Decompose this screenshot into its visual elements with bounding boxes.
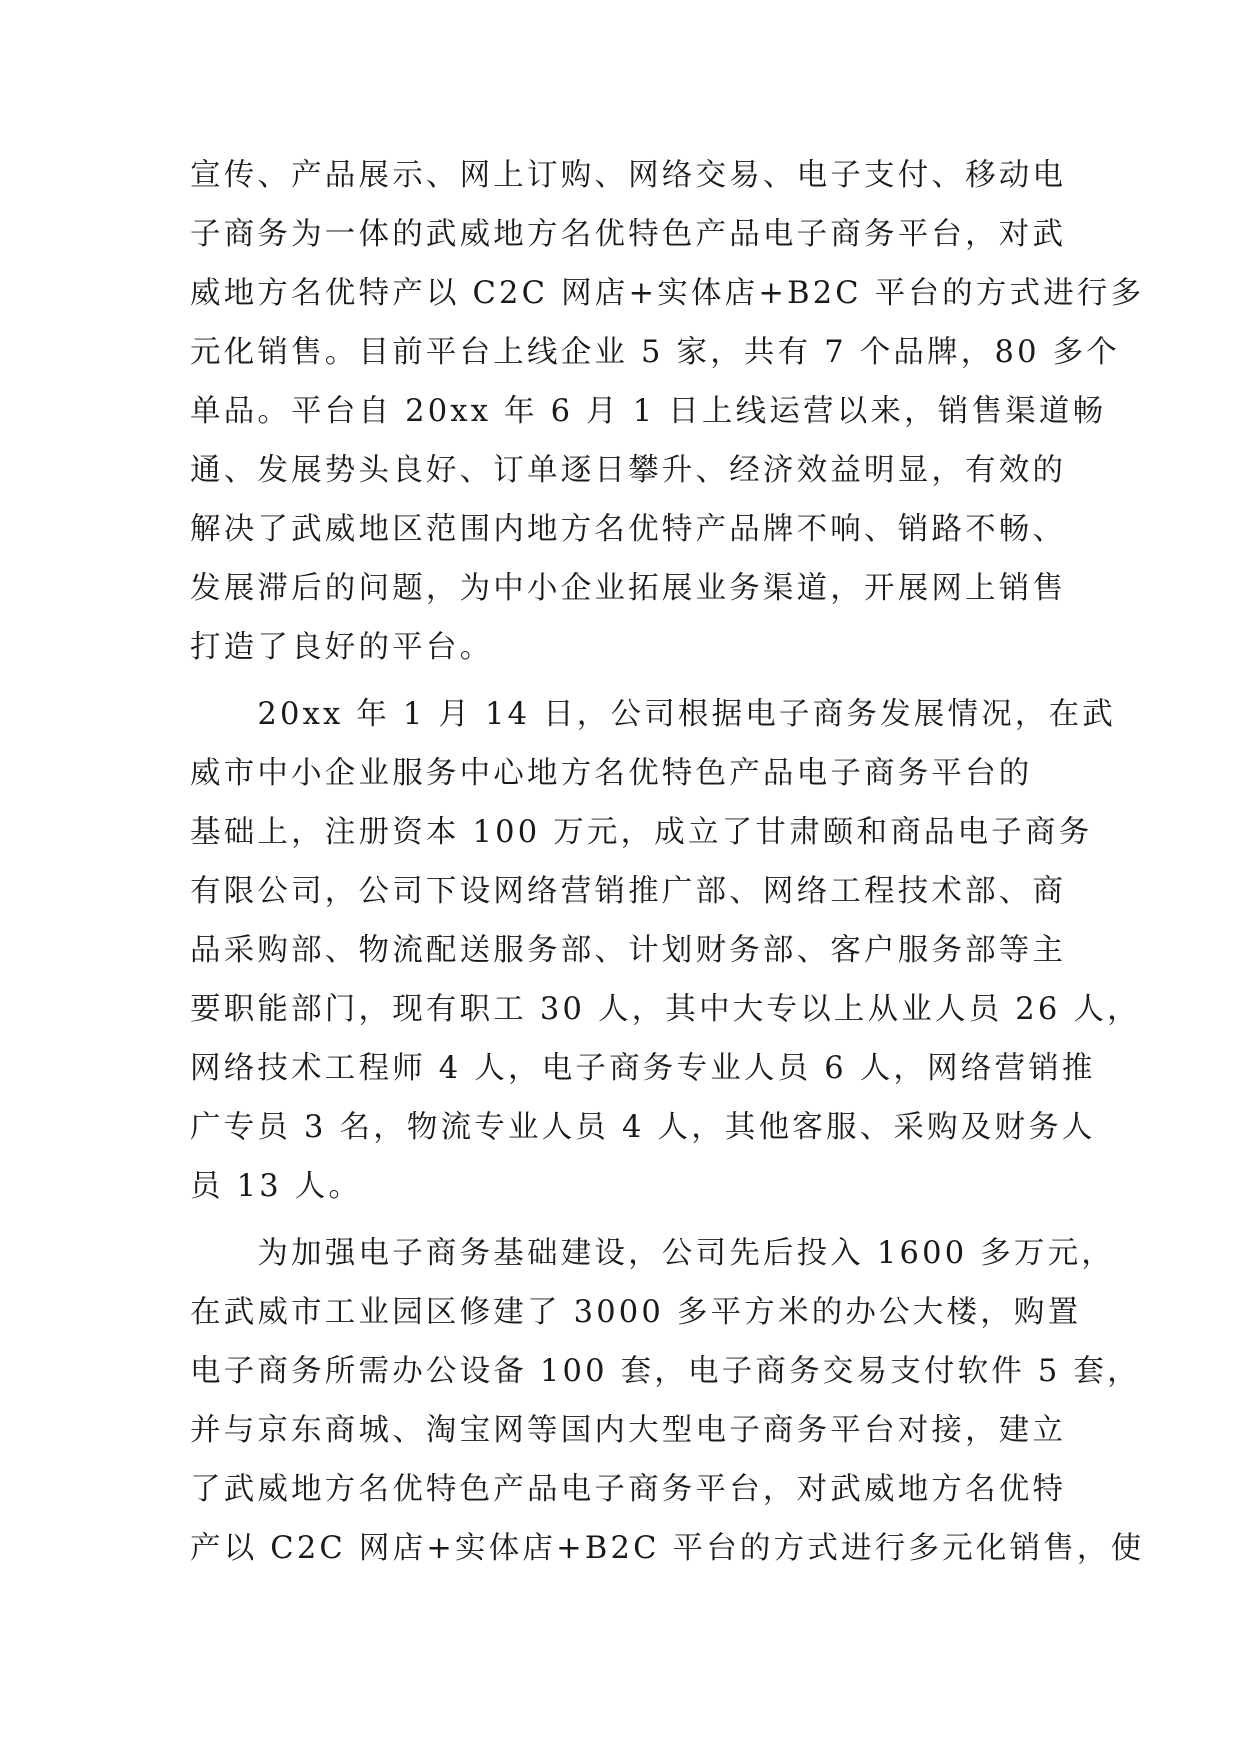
text-line: 子商务为一体的武威地方名优特色产品电子商务平台，对武 xyxy=(190,217,1067,252)
text-line: 打造了良好的平台。 xyxy=(190,630,494,665)
text-line: 通、发展势头良好、订单逐日攀升、经济效益明显，有效的 xyxy=(190,453,1067,488)
text-line: 威地方名优特产以 C2C 网店+实体店+B2C 平台的方式进行多 xyxy=(190,276,1145,311)
text-line: 威市中小企业服务中心地方名优特色产品电子商务平台的 xyxy=(190,756,1033,791)
text-line: 网络技术工程师 4 人，电子商务专业人员 6 人，网络营销推 xyxy=(190,1051,1096,1086)
text-line: 品采购部、物流配送服务部、计划财务部、客户服务部等主 xyxy=(190,933,1067,968)
text-line: 了武威地方名优特色产品电子商务平台，对武威地方名优特 xyxy=(190,1472,1067,1507)
text-line: 解决了武威地区范围内地方名优特产品牌不响、销路不畅、 xyxy=(190,512,1067,547)
text-line: 在武威市工业园区修建了 3000 多平方米的办公大楼，购置 xyxy=(190,1295,1082,1330)
text-line: 电子商务所需办公设备 100 套，电子商务交易支付软件 5 套， xyxy=(190,1354,1141,1389)
text-line: 有限公司，公司下设网络营销推广部、网络工程技术部、商 xyxy=(190,874,1067,909)
text-line: 宣传、产品展示、网上订购、网络交易、电子支付、移动电 xyxy=(190,158,1067,193)
paragraph-start-line: 为加强电子商务基础建设，公司先后投入 1600 多万元， xyxy=(190,1236,1116,1271)
text-line: 员 13 人。 xyxy=(190,1169,363,1204)
text-line: 发展滞后的问题，为中小企业拓展业务渠道，开展网上销售 xyxy=(190,571,1067,606)
text-line: 单品。平台自 20xx 年 6 月 1 日上线运营以来，销售渠道畅 xyxy=(190,394,1107,429)
text-line: 广专员 3 名，物流专业人员 4 人，其他客服、采购及财务人 xyxy=(190,1110,1096,1145)
text-line: 要职能部门，现有职工 30 人，其中大专以上从业人员 26 人， xyxy=(190,992,1141,1027)
text-line: 元化销售。目前平台上线企业 5 家，共有 7 个品牌，80 多个 xyxy=(190,335,1120,370)
paragraph-start-line: 20xx 年 1 月 14 日，公司根据电子商务发展情况，在武 xyxy=(190,697,1117,732)
text-line: 并与京东商城、淘宝网等国内大型电子商务平台对接，建立 xyxy=(190,1413,1067,1448)
text-line: 基础上，注册资本 100 万元，成立了甘肃颐和商品电子商务 xyxy=(190,815,1093,850)
text-line: 产以 C2C 网店+实体店+B2C 平台的方式进行多元化销售，使 xyxy=(190,1531,1145,1566)
body-text xyxy=(190,146,1145,1578)
